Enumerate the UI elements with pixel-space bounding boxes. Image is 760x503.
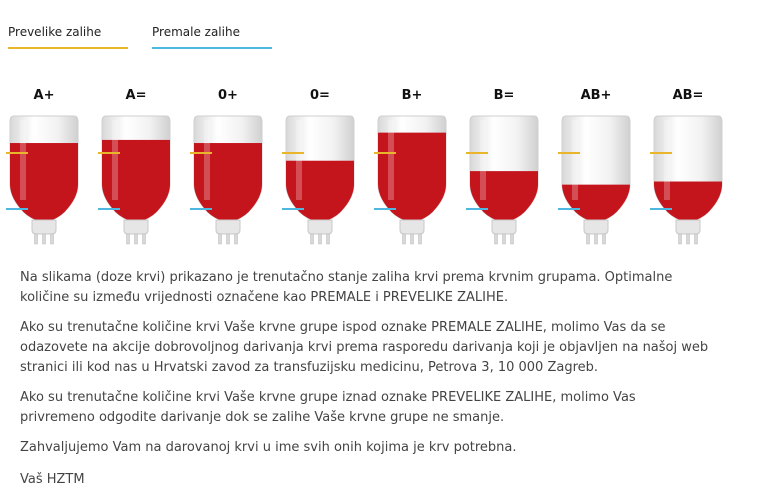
blood-level-fill: [558, 185, 634, 222]
legend-over-stock: [8, 25, 101, 39]
bag-tube: [319, 234, 322, 244]
bag-highlight: [664, 120, 670, 200]
blood-bag-graphic: [650, 112, 726, 248]
legend-over-label: Prevelike zalihe: [8, 25, 102, 39]
blood-bag: [98, 88, 174, 248]
blood-bag-graphic: [6, 112, 82, 248]
bag-connector: [124, 220, 148, 234]
bag-connector: [400, 220, 424, 234]
info-text-line: privremeno odgodite darivanje dok se zalihe Vaše krvne grupe ne smanje.: [20, 410, 505, 425]
bag-tube: [679, 234, 682, 244]
blood-group-label: A=: [125, 88, 147, 103]
bag-tube: [403, 234, 406, 244]
bag-highlight: [480, 120, 486, 200]
under-stock-marker: [282, 208, 304, 210]
bag-tube: [219, 234, 222, 244]
blood-bag: [558, 88, 634, 248]
bag-tube: [595, 234, 598, 244]
legend-under-stock: [152, 25, 240, 39]
blood-bag: [282, 88, 358, 248]
blood-bag-graphic: [98, 112, 174, 248]
legend-over-line: [8, 47, 128, 49]
under-stock-marker: [466, 208, 488, 210]
bag-tube: [227, 234, 230, 244]
info-text-line: stranici ili kod nas u Hrvatski zavod za transfuzijsku medicinu, Petrova 3, 10 000 Zagreb.: [20, 360, 599, 375]
bag-tube: [51, 234, 54, 244]
blood-bag-graphic: [190, 112, 266, 248]
bag-tube: [143, 234, 146, 244]
over-stock-marker: [374, 152, 396, 154]
bag-tube: [419, 234, 422, 244]
blood-bag: [650, 88, 726, 248]
bag-connector: [676, 220, 700, 234]
blood-group-label: B+: [401, 88, 423, 103]
blood-bag: [6, 88, 82, 248]
bag-tube: [235, 234, 238, 244]
bag-tube: [127, 234, 130, 244]
blood-group-label: AB=: [672, 88, 704, 103]
blood-bag-graphic: [374, 112, 450, 248]
under-stock-marker: [190, 208, 212, 210]
blood-level-fill: [190, 143, 266, 222]
signature: [20, 470, 760, 490]
bag-tube: [687, 234, 690, 244]
under-stock-marker: [558, 208, 580, 210]
bag-tube: [503, 234, 506, 244]
legend-under-line: [152, 47, 272, 49]
blood-bag: [466, 88, 542, 248]
bag-tube: [311, 234, 314, 244]
bag-tube: [495, 234, 498, 244]
info-text-line: Na slikama (doze krvi) prikazano je trenutačno stanje zaliha krvi prema krvnim grupama. Optimalne: [20, 270, 673, 285]
info-paragraph-4: [20, 438, 760, 458]
bag-tube: [35, 234, 38, 244]
blood-bag: [374, 88, 450, 248]
legend-under-label: Premale zalihe: [152, 25, 240, 39]
info-text-line: odazovete na akcije dobrovoljnog darivanja krvi prema rasporedu darivanja koji je objavljen na našoj web: [20, 340, 709, 355]
blood-group-label: 0+: [218, 88, 238, 103]
blood-level-fill: [466, 171, 542, 222]
bag-connector: [584, 220, 608, 234]
bag-tube: [327, 234, 330, 244]
bag-highlight: [112, 120, 118, 200]
bag-connector: [32, 220, 56, 234]
blood-level-fill: [282, 161, 358, 222]
info-text-line: količine su između vrijednosti označene kao PREMALE i PREVELIKE ZALIHE.: [20, 290, 509, 305]
info-paragraph-2: [20, 318, 760, 378]
bag-highlight: [204, 120, 210, 200]
bag-highlight: [296, 120, 302, 200]
info-paragraph-3: [20, 388, 760, 428]
blood-group-label: AB+: [580, 88, 612, 103]
bag-tube: [603, 234, 606, 244]
blood-bag-graphic: [558, 112, 634, 248]
blood-group-label: A+: [33, 88, 55, 103]
blood-level-fill: [650, 182, 726, 222]
under-stock-marker: [650, 208, 672, 210]
blood-bag-graphic: [282, 112, 358, 248]
over-stock-marker: [558, 152, 580, 154]
info-text-line: Zahvaljujemo Vam na darovanoj krvi u ime svih onih kojima je krv potrebna.: [20, 440, 517, 455]
over-stock-marker: [282, 152, 304, 154]
under-stock-marker: [6, 208, 28, 210]
over-stock-marker: [650, 152, 672, 154]
blood-level-fill: [6, 143, 82, 222]
bag-tube: [695, 234, 698, 244]
over-stock-marker: [466, 152, 488, 154]
blood-group-label: 0=: [310, 88, 330, 103]
bag-tube: [135, 234, 138, 244]
over-stock-marker: [98, 152, 120, 154]
blood-bag: [190, 88, 266, 248]
bag-tube: [411, 234, 414, 244]
under-stock-marker: [98, 208, 120, 210]
info-paragraph-1: [20, 268, 760, 308]
info-text-line: Ako su trenutačne količine krvi Vaše krvne grupe ispod oznake PREMALE ZALIHE, molimo Vas da se: [20, 320, 666, 335]
under-stock-marker: [374, 208, 396, 210]
bag-tube: [43, 234, 46, 244]
bag-connector: [308, 220, 332, 234]
bag-connector: [492, 220, 516, 234]
info-text-line: Ako su trenutačne količine krvi Vaše krvne grupe iznad oznake PREVELIKE ZALIHE, molimo Vas: [20, 390, 636, 405]
blood-bag-graphic: [466, 112, 542, 248]
over-stock-marker: [190, 152, 212, 154]
over-stock-marker: [6, 152, 28, 154]
blood-group-label: B=: [493, 88, 515, 103]
bag-highlight: [20, 120, 26, 200]
bag-highlight: [572, 120, 578, 200]
bag-tube: [511, 234, 514, 244]
signature-text: Vaš HZTM: [20, 472, 85, 487]
bag-tube: [587, 234, 590, 244]
bag-highlight: [388, 120, 394, 200]
bag-connector: [216, 220, 240, 234]
